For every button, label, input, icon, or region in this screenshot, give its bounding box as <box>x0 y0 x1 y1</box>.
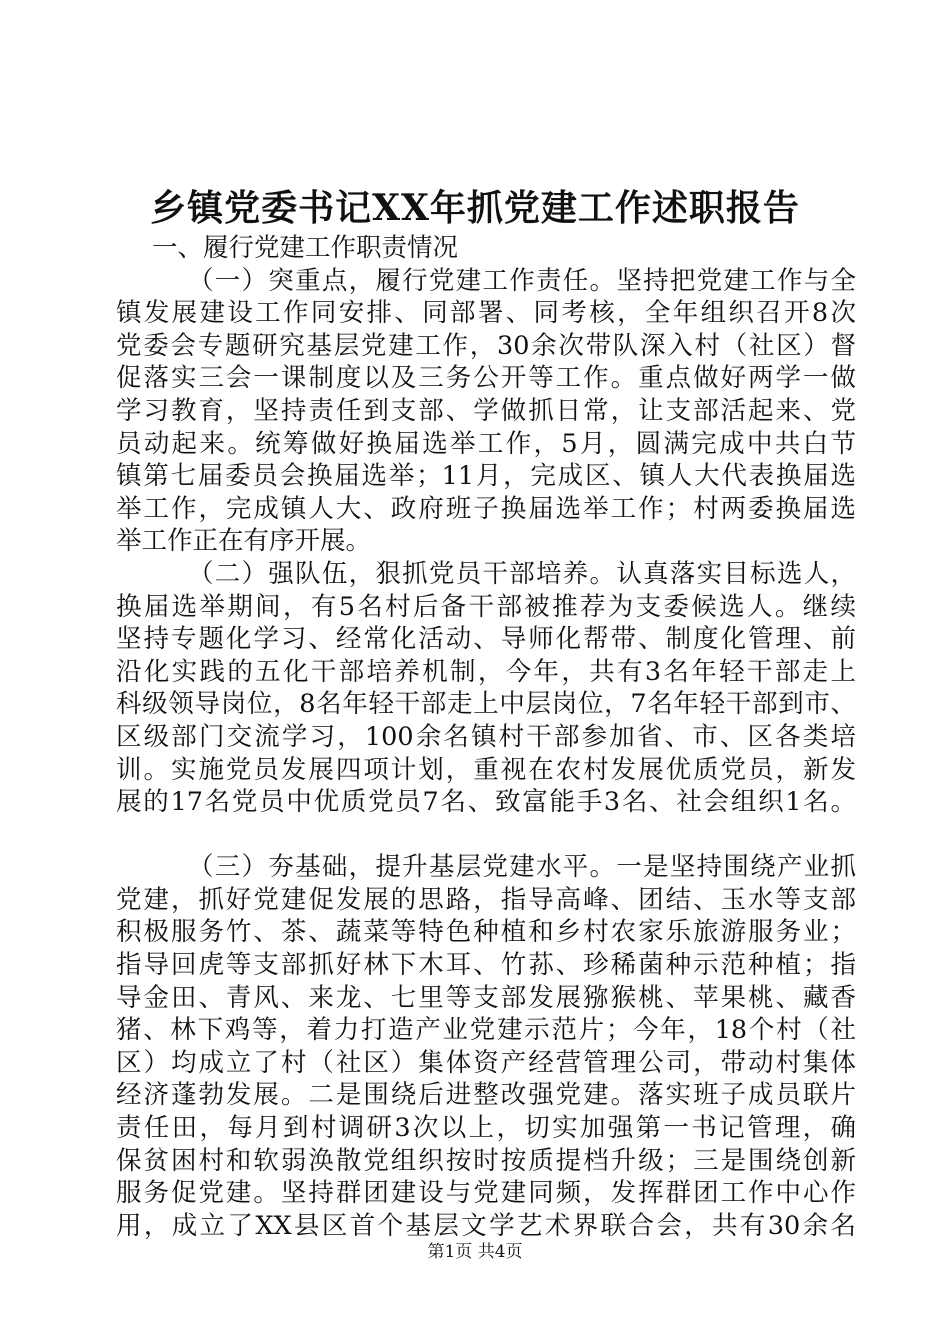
paragraph-line: 科级领导岗位，8名年轻干部走上中层岗位，7名年轻干部到市、 <box>116 689 856 720</box>
section-heading: 一、履行党建工作职责情况 <box>152 233 459 263</box>
paragraph-line: 区）均成立了村（社区）集体资产经营管理公司，带动村集体 <box>116 1047 856 1078</box>
paragraph-line: 党建，抓好党建促发展的思路，指导高峰、团结、玉水等支部 <box>116 884 856 915</box>
paragraph-line: 指导回虎等支部抓好林下木耳、竹荪、珍稀菌种示范种植；指 <box>116 950 856 981</box>
paragraph-line: 党委会专题研究基层党建工作，30余次带队深入村（社区）督 <box>116 330 856 361</box>
document-title: 乡镇党委书记XX年抓党建工作述职报告 <box>150 187 800 229</box>
paragraph-line: 促落实三会一课制度以及三务公开等工作。重点做好两学一做 <box>116 363 856 394</box>
paragraph-line: 用，成立了XX县区首个基层文学艺术界联合会，共有30余名 <box>116 1210 856 1241</box>
paragraph-line: 训。实施党员发展四项计划，重视在农村发展优质党员，新发 <box>116 754 856 785</box>
paragraph-line: 服务促党建。坚持群团建设与党建同频，发挥群团工作中心作 <box>116 1178 856 1209</box>
paragraph-line: 员动起来。统筹做好换届选举工作，5月，圆满完成中共白节 <box>116 428 856 459</box>
paragraph-line: 坚持专题化学习、经常化活动、导师化帮带、制度化管理、前 <box>116 624 856 655</box>
paragraph-line: 镇发展建设工作同安排、同部署、同考核，全年组织召开8次 <box>116 298 856 329</box>
paragraph-line: 猪、林下鸡等，着力打造产业党建示范片；今年，18个村（社 <box>116 1015 856 1046</box>
paragraph-line: 责任田，每月到村调研3次以上，切实加强第一书记管理，确 <box>116 1113 856 1144</box>
paragraph-line: （一）突重点，履行党建工作责任。坚持把党建工作与全 <box>188 265 856 296</box>
document-body <box>116 232 856 1242</box>
paragraph-line: 学习教育，坚持责任到支部、学做抓日常，让支部活起来、党 <box>116 395 856 426</box>
paragraph-spacer <box>116 819 856 852</box>
paragraph-line: （三）夯基础，提升基层党建水平。一是坚持围绕产业抓 <box>188 852 856 883</box>
paragraph-line: 经济蓬勃发展。二是围绕后进整改强党建。落实班子成员联片 <box>116 1080 856 1111</box>
paragraph-line: 区级部门交流学习，100余名镇村干部参加省、市、区各类培 <box>116 721 856 752</box>
paragraph-line: 换届选举期间，有5名村后备干部被推荐为支委候选人。继续 <box>116 591 856 622</box>
paragraph-line: 导金田、青风、来龙、七里等支部发展猕猴桃、苹果桃、藏香 <box>116 982 856 1013</box>
paragraph-line: 展的17名党员中优质党员7名、致富能手3名、社会组织1名。 <box>116 787 856 818</box>
paragraph-line: 沿化实践的五化干部培养机制，今年，共有3名年轻干部走上 <box>116 656 856 687</box>
paragraph-line: 举工作正在有序开展。 <box>116 526 372 557</box>
page-number-footer: 第1页 共4页 <box>427 1242 523 1262</box>
paragraph-line: 举工作，完成镇人大、政府班子换届选举工作；村两委换届选 <box>116 493 856 524</box>
paragraph-line: （二）强队伍，狠抓党员干部培养。认真落实目标选人， <box>188 558 856 589</box>
paragraph-line: 积极服务竹、茶、蔬菜等特色种植和乡村农家乐旅游服务业； <box>116 917 856 948</box>
paragraph-line: 镇第七届委员会换届选举；11月，完成区、镇人大代表换届选 <box>116 461 856 492</box>
paragraph-line: 保贫困村和软弱涣散党组织按时按质提档升级；三是围绕创新 <box>116 1145 856 1176</box>
